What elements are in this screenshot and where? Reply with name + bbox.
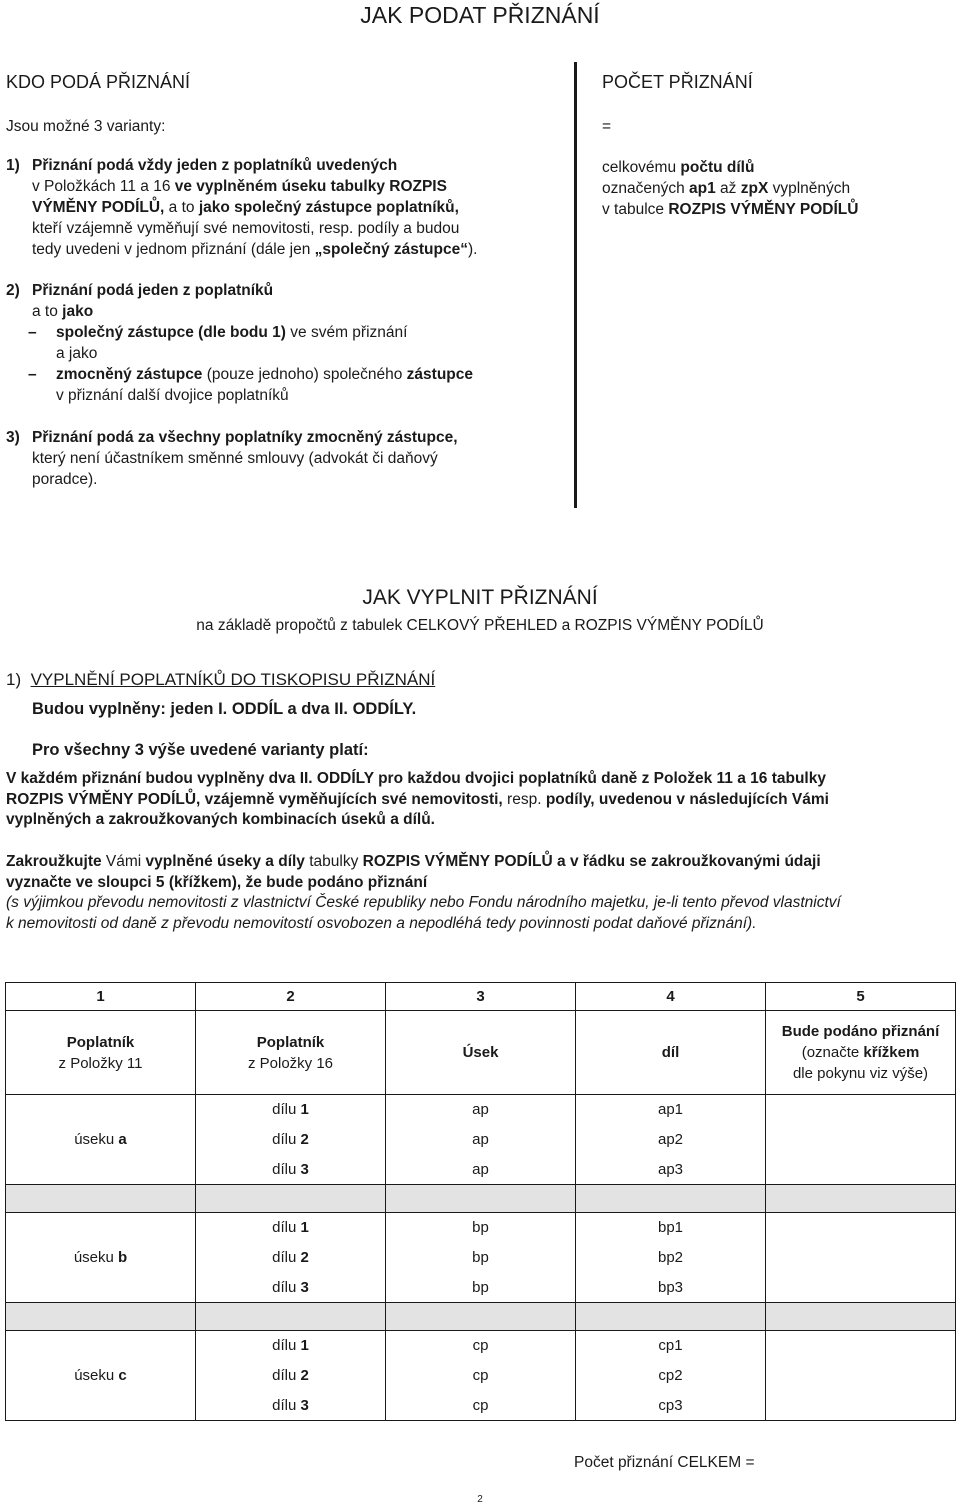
header-payer-11-b: z Položky 11: [58, 1054, 143, 1072]
separator-cell: [766, 1303, 956, 1331]
dash-1: –: [28, 324, 37, 341]
variant-3-number: 3): [6, 429, 20, 446]
filed-checkbox[interactable]: [766, 1331, 956, 1361]
paragraph-2-e: ROZPIS VÝMĚNY PODÍLŮ a v řádku se zakroužkovanými údaji: [362, 853, 821, 870]
header-filed-a: Bude podáno přiznání: [781, 1023, 940, 1040]
count-line-2e: vyplněných: [768, 180, 851, 197]
variant-2: [6, 280, 566, 406]
variant-2-line-3b: ve svém přiznání: [285, 324, 408, 341]
variant-3: [6, 427, 566, 490]
dil-prefix: dílu: [272, 1101, 301, 1119]
count-description: [602, 157, 952, 220]
usek-cell: cp: [386, 1331, 576, 1361]
count-line-3a: v tabulce: [602, 201, 669, 218]
col-number-4: 4: [576, 983, 766, 1011]
header-filed: [766, 1011, 956, 1095]
separator-cell: [6, 1185, 196, 1213]
variant-1-line-3a: VÝMĚNY PODÍLŮ,: [32, 199, 165, 216]
paragraph-3: (s výjimkou převodu nemovitosti z vlastnictví České republiky nebo Fondu národního majetku, je-li tento převod vlastnictví: [6, 894, 841, 911]
filed-checkbox[interactable]: [766, 1213, 956, 1243]
paragraph-2-b: Vámi: [101, 853, 146, 870]
paragraph-2-f: vyznačte ve sloupci 5 (křížkem), že bude podáno přiznání: [6, 873, 428, 891]
variant-1-line-5b: „společný zástupce“: [314, 241, 468, 258]
dil-cell: cp3: [576, 1391, 766, 1421]
header-dil: díl: [576, 1011, 766, 1095]
variant-1-line-3b: a to: [164, 199, 199, 216]
filed-checkbox[interactable]: [766, 1361, 956, 1391]
paragraph-1-line-2a: ROZPIS VÝMĚNY PODÍLŮ, vzájemně vyměňujících své nemovitosti,: [6, 790, 508, 808]
paragraph-2: [6, 852, 956, 934]
fill-heading: JAK VYPLNIT PŘIZNÁNÍ: [362, 586, 598, 609]
variant-1-line-2a: v Položkách 11 a 16: [32, 178, 175, 195]
section-c-label-letter: c: [118, 1367, 127, 1384]
dil-prefix: dílu: [272, 1131, 301, 1148]
count-line-1a: celkovému: [602, 159, 681, 176]
separator-cell: [576, 1303, 766, 1331]
section-c-label: [6, 1331, 196, 1421]
count-line-2a: označených: [602, 180, 690, 197]
column-divider: [574, 62, 577, 508]
variants-intro: Jsou možné 3 varianty:: [6, 118, 166, 135]
header-filed-d: dle pokynu viz výše): [792, 1065, 929, 1082]
usek-cell: bp: [386, 1243, 576, 1273]
dil-label: [196, 1095, 386, 1125]
separator-cell: [386, 1185, 576, 1213]
separator-cell: [576, 1185, 766, 1213]
variant-1-line-5c: ).: [467, 241, 478, 258]
dil-cell: cp2: [576, 1361, 766, 1391]
dil-label: [196, 1155, 386, 1185]
usek-cell: ap: [386, 1095, 576, 1125]
variant-2-line-5a: zmocněný zástupce: [56, 366, 203, 383]
dil-number: 2: [300, 1367, 309, 1384]
paragraph-1: [6, 769, 956, 831]
table-row: [6, 1213, 956, 1243]
who-files-heading: KDO PODÁ PŘIZNÁNÍ: [6, 72, 191, 92]
filed-checkbox[interactable]: [766, 1125, 956, 1155]
dil-cell: bp3: [576, 1273, 766, 1303]
col-number-5: 5: [766, 983, 956, 1011]
page-number: 2: [477, 1494, 483, 1505]
paragraph-2-c: vyplněné úseky a díly: [145, 853, 305, 870]
count-line-2b: ap1: [689, 180, 716, 197]
paragraph-1-line-2c: podíly, uvedenou v následujících Vámi: [541, 790, 829, 808]
header-usek: Úsek: [386, 1011, 576, 1095]
header-filed-b: (označte: [801, 1044, 864, 1061]
header-filed-c: křížkem: [863, 1044, 920, 1061]
dil-number: 3: [300, 1160, 309, 1178]
all-variants-heading: Pro všechny 3 výše uvedené varianty platí:: [32, 741, 369, 759]
dil-label: [196, 1331, 386, 1361]
dil-number: 3: [300, 1396, 309, 1414]
count-line-1b: počtu dílů: [680, 159, 755, 176]
paragraph-1-line-1: V každém přiznání budou vyplněny dva II. ODDÍLY pro každou dvojici poplatníků daně z Položek 11 a 16 tabulky: [6, 770, 826, 787]
variant-2-line-2b: jako: [62, 303, 94, 320]
variant-1-line-3c: jako společný zástupce poplatníků,: [198, 199, 459, 216]
filed-checkbox[interactable]: [766, 1273, 956, 1303]
header-payer-16: [196, 1011, 386, 1095]
separator-cell: [196, 1185, 386, 1213]
header-payer-11-a: Poplatník: [66, 1033, 135, 1051]
dil-cell: ap1: [576, 1095, 766, 1125]
filed-checkbox[interactable]: [766, 1243, 956, 1273]
dil-cell: bp2: [576, 1243, 766, 1273]
col-number-1: 1: [6, 983, 196, 1011]
variant-2-line-1: Přiznání podá jeden z poplatníků: [32, 282, 274, 299]
dil-label: [196, 1273, 386, 1303]
dil-prefix: dílu: [272, 1337, 301, 1355]
equals-sign: =: [602, 118, 612, 135]
variant-2-line-4: a jako: [56, 345, 98, 362]
column-number-row: [6, 983, 956, 1011]
variant-2-line-5c: zástupce: [406, 366, 474, 383]
dil-number: 2: [300, 1131, 309, 1148]
col-number-2: 2: [196, 983, 386, 1011]
header-payer-16-a: Poplatník: [256, 1033, 325, 1051]
dil-prefix: dílu: [272, 1396, 301, 1414]
usek-cell: bp: [386, 1273, 576, 1303]
separator-cell: [6, 1303, 196, 1331]
dil-number: 1: [300, 1219, 309, 1237]
col-number-3: 3: [386, 983, 576, 1011]
section-a-label-pre: úseku: [74, 1131, 119, 1148]
usek-cell: cp: [386, 1391, 576, 1421]
separator-row: [6, 1185, 956, 1213]
table-row: [6, 1331, 956, 1361]
dil-label: [196, 1391, 386, 1421]
total-count-label: Počet přiznání CELKEM =: [574, 1454, 755, 1471]
header-payer-11: [6, 1011, 196, 1095]
section-a-label-letter: a: [118, 1131, 127, 1148]
rozpis-table: [5, 982, 956, 1421]
section-c-label-pre: úseku: [74, 1367, 119, 1384]
section-1-title: [6, 670, 435, 690]
dil-number: 1: [300, 1101, 309, 1119]
count-line-3b: ROZPIS VÝMĚNY PODÍLŮ: [668, 201, 859, 218]
header-payer-16-b: z Položky 16: [247, 1054, 334, 1072]
variant-3-line-1: Přiznání podá za všechny poplatníky zmocněný zástupce,: [32, 429, 458, 446]
paragraph-1-line-2b: resp.: [507, 790, 542, 808]
variant-2-line-3a: společný zástupce (dle bodu 1): [56, 324, 286, 341]
paragraph-1-line-3: vyplněných a zakroužkovaných kombinacích úseků a dílů.: [6, 811, 435, 828]
usek-cell: cp: [386, 1361, 576, 1391]
dil-prefix: dílu: [272, 1160, 301, 1178]
variant-3-line-2: který není účastníkem směnné smlouvy (advokát či daňový: [32, 450, 438, 467]
count-line-2c: až: [715, 180, 741, 197]
variant-1-line-4: kteří vzájemně vyměňují své nemovitosti, resp. podíly a budou: [32, 220, 460, 237]
section-1-line: Budou vyplněny: jeden I. ODDÍL a dva II. ODDÍLY.: [32, 700, 417, 718]
paragraph-2-d: tabulky: [304, 853, 363, 870]
variant-1-line-5a: tedy uvedeni v jednom přiznání (dále jen: [32, 241, 315, 258]
dil-prefix: dílu: [272, 1367, 301, 1384]
variant-2-line-5b: (pouze jednoho) společného: [202, 366, 407, 383]
variant-1-number: 1): [6, 157, 20, 174]
filed-checkbox[interactable]: [766, 1391, 956, 1421]
dil-number: 1: [300, 1337, 309, 1355]
paragraph-4: k nemovitosti od daně z převodu nemovitostí osvobozen a nepodléhá tedy povinnosti podat daňové přiznání).: [6, 914, 757, 932]
variant-1-line-1: Přiznání podá vždy jeden z poplatníků uvedených: [32, 157, 398, 174]
variant-2-line-2a: a to: [32, 303, 63, 320]
section-a-label: [6, 1095, 196, 1185]
dil-cell: cp1: [576, 1331, 766, 1361]
variant-2-number: 2): [6, 282, 20, 299]
page-title: JAK PODAT PŘIZNÁNÍ: [360, 2, 600, 28]
separator-cell: [196, 1303, 386, 1331]
dil-prefix: dílu: [272, 1278, 301, 1296]
filed-checkbox[interactable]: [766, 1155, 956, 1185]
dil-cell: ap2: [576, 1125, 766, 1155]
variant-3-line-3: poradce).: [32, 471, 98, 488]
variant-2-line-6: v přiznání další dvojice poplatníků: [56, 387, 289, 404]
dash-2: –: [28, 366, 37, 383]
separator-row: [6, 1303, 956, 1331]
separator-cell: [766, 1185, 956, 1213]
dil-cell: ap3: [576, 1155, 766, 1185]
dil-label: [196, 1361, 386, 1391]
dil-prefix: dílu: [272, 1219, 301, 1237]
dil-number: 3: [300, 1278, 309, 1296]
table-row: [6, 1095, 956, 1125]
paragraph-2-a: Zakroužkujte: [6, 853, 102, 870]
section-b-label: [6, 1213, 196, 1303]
dil-label: [196, 1213, 386, 1243]
variant-1: [6, 155, 566, 260]
dil-cell: bp1: [576, 1213, 766, 1243]
section-1-heading: VYPLNĚNÍ POPLATNÍKŮ DO TISKOPISU PŘIZNÁNÍ: [30, 670, 436, 689]
dil-number: 2: [300, 1249, 309, 1266]
fill-subtitle: na základě propočtů z tabulek CELKOVÝ PŘEHLED a ROZPIS VÝMĚNY PODÍLŮ: [196, 617, 764, 634]
filed-checkbox[interactable]: [766, 1095, 956, 1125]
dil-prefix: dílu: [272, 1249, 301, 1266]
usek-cell: ap: [386, 1155, 576, 1185]
count-heading: POČET PŘIZNÁNÍ: [602, 72, 753, 92]
section-b-label-pre: úseku: [73, 1249, 119, 1266]
usek-cell: bp: [386, 1213, 576, 1243]
separator-cell: [386, 1303, 576, 1331]
variant-1-line-2b: ve vyplněném úseku tabulky ROZPIS: [174, 178, 447, 195]
dil-label: [196, 1125, 386, 1155]
usek-cell: ap: [386, 1125, 576, 1155]
section-1-number: 1): [6, 670, 22, 689]
count-line-2d: zpX: [740, 180, 769, 197]
section-b-label-letter: b: [118, 1249, 128, 1266]
dil-label: [196, 1243, 386, 1273]
header-row: [6, 1011, 956, 1095]
